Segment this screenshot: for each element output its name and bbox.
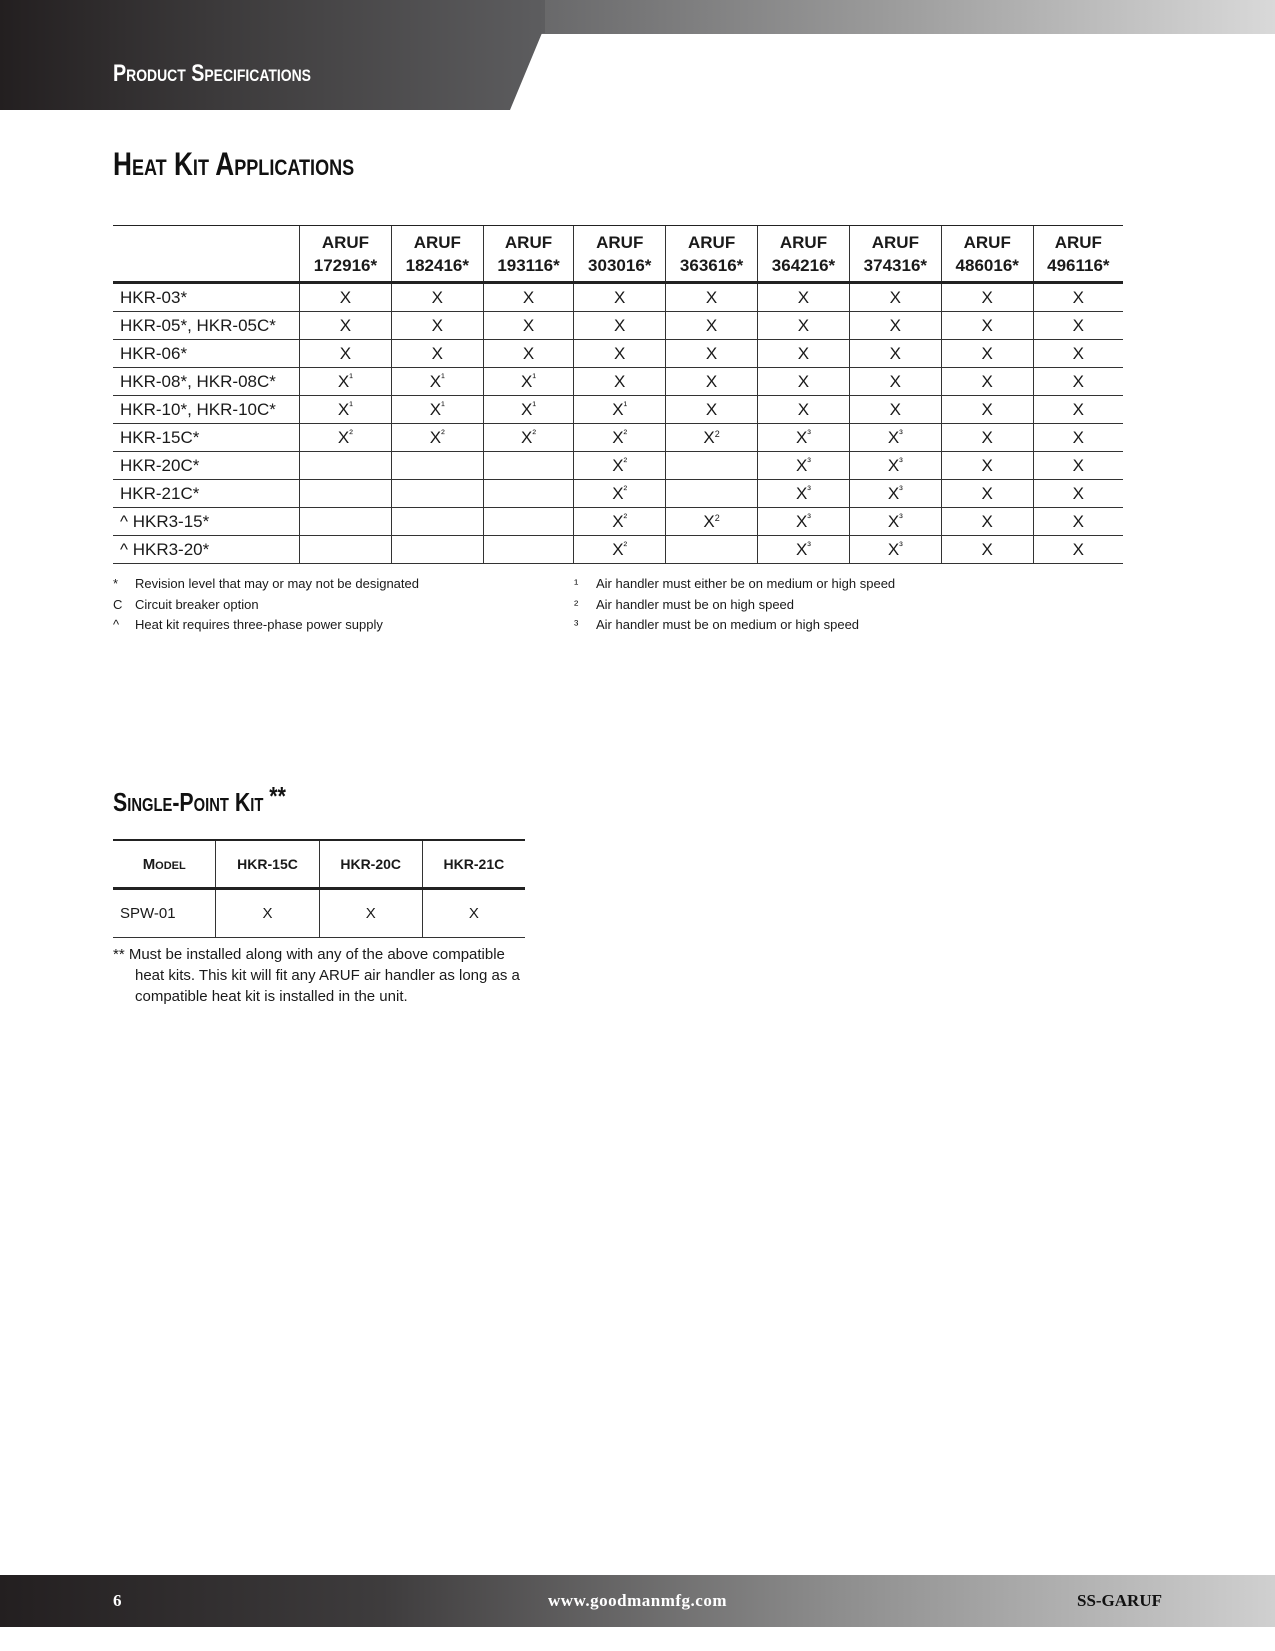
table-cell: $X^{^2}$ (574, 508, 666, 536)
table-cell: X (422, 889, 525, 938)
table-row (113, 340, 1123, 368)
table-cell (300, 480, 392, 508)
table-row (113, 396, 1123, 424)
column-header: ARUF 496116* (1033, 226, 1123, 283)
table-cell: $X^{^3}$ (849, 424, 941, 452)
table-cell: X (666, 312, 758, 340)
table-cell: X (941, 368, 1033, 396)
table-row (113, 312, 1123, 340)
column-header: Model (113, 840, 216, 889)
note-item: ² Air handler must be on high speed (574, 596, 795, 612)
table-cell: $X^{^2}$ (574, 452, 666, 480)
row-label: HKR-20C* (113, 452, 300, 480)
table-cell: X (483, 312, 574, 340)
table-cell: X (300, 312, 392, 340)
table-cell: $X^{^3}$ (849, 508, 941, 536)
table-cell: X (758, 368, 850, 396)
row-label: HKR-15C* (113, 424, 300, 452)
table-cell (300, 452, 392, 480)
table-cell: X (758, 340, 850, 368)
table-cell: $X^{^1}$ (300, 368, 392, 396)
table-cell: X (941, 340, 1033, 368)
table-cell: X (666, 283, 758, 312)
column-header: ARUF 374316* (849, 226, 941, 283)
table-cell: $X^{^3}$ (758, 452, 850, 480)
table-cell: X (849, 396, 941, 424)
heat-kit-header-row (113, 226, 1123, 283)
table-cell (483, 536, 574, 564)
table-cell: X (666, 396, 758, 424)
table-cell: X (319, 889, 422, 938)
table-row (113, 480, 1123, 508)
table-cell: $X^2$ (666, 424, 758, 452)
table-cell: $X^{^2}$ (574, 480, 666, 508)
table-cell: X (849, 368, 941, 396)
column-header: HKR-15C (216, 840, 319, 889)
column-header: ARUF 364216* (758, 226, 850, 283)
column-header: ARUF 486016* (941, 226, 1033, 283)
table-cell: $X^{^2}$ (574, 536, 666, 564)
page-number: 6 (113, 1591, 122, 1610)
table-cell (300, 508, 392, 536)
column-header: ARUF 172916* (300, 226, 392, 283)
table-cell: X (391, 283, 483, 312)
table-cell: X (758, 396, 850, 424)
table-cell: $X^{^3}$ (849, 480, 941, 508)
table-cell (483, 480, 574, 508)
table-cell: X (941, 508, 1033, 536)
table-cell: $X^{^2}$ (391, 424, 483, 452)
table-cell: X (941, 312, 1033, 340)
column-header: HKR-21C (422, 840, 525, 889)
table-cell: X (941, 536, 1033, 564)
table-cell: X (1033, 480, 1123, 508)
heat-kit-title: Heat Kit Applications (113, 146, 355, 182)
header-tab (0, 0, 545, 110)
column-header: ARUF 193116* (483, 226, 574, 283)
table-cell: X (758, 312, 850, 340)
table-cell: $X^{^1}$ (574, 396, 666, 424)
table-cell: X (574, 340, 666, 368)
table-cell: $X^2$ (666, 508, 758, 536)
table-row (113, 452, 1123, 480)
notes-right (574, 574, 895, 636)
table-cell: X (849, 312, 941, 340)
footer-url: www.goodmanmfg.com (548, 1591, 727, 1610)
row-label: HKR-21C* (113, 480, 300, 508)
header-corner-cell (113, 226, 300, 283)
heat-kit-body (113, 283, 1123, 564)
table-cell: $X^{^1}$ (391, 368, 483, 396)
page-header-title: Product Specifications (113, 60, 311, 87)
table-cell (666, 452, 758, 480)
table-cell: $X^{^2}$ (300, 424, 392, 452)
column-header: ARUF 182416* (391, 226, 483, 283)
table-cell: X (849, 283, 941, 312)
table-cell: $X^{^3}$ (849, 452, 941, 480)
table-cell: $X^{^1}$ (483, 368, 574, 396)
table-cell: X (1033, 312, 1123, 340)
table-cell (391, 452, 483, 480)
table-cell: X (1033, 536, 1123, 564)
table-cell: X (758, 283, 850, 312)
table-cell: X (1033, 396, 1123, 424)
table-cell: X (1033, 452, 1123, 480)
row-label: HKR-05*, HKR-05C* (113, 312, 300, 340)
table-cell: $X^{^1}$ (300, 396, 392, 424)
row-label: HKR-03* (113, 283, 300, 312)
table-cell: X (666, 368, 758, 396)
table-row (113, 368, 1123, 396)
column-header: ARUF 363616* (666, 226, 758, 283)
table-cell: X (1033, 368, 1123, 396)
single-point-header-row (113, 840, 525, 889)
table-cell: X (1033, 508, 1123, 536)
page-footer (0, 1575, 1275, 1627)
note-item: ¹ Air handler must either be on medium or high speed (574, 576, 896, 591)
table-cell (391, 480, 483, 508)
table-cell: X (574, 283, 666, 312)
table-cell (483, 452, 574, 480)
row-label: HKR-10*, HKR-10C* (113, 396, 300, 424)
table-cell: X (941, 424, 1033, 452)
column-header: HKR-20C (319, 840, 422, 889)
table-cell: $X^{^3}$ (758, 508, 850, 536)
document-id: SS-GARUF (1076, 1591, 1162, 1610)
column-header: ARUF 303016* (574, 226, 666, 283)
table-cell: $X^{^3}$ (758, 480, 850, 508)
note-item: ³ Air handler must be on medium or high speed (574, 617, 860, 632)
table-cell: X (391, 312, 483, 340)
row-label: ^ HKR3-15* (113, 508, 300, 536)
table-cell: X (300, 340, 392, 368)
table-cell: X (941, 452, 1033, 480)
notes-left (113, 574, 419, 636)
table-row (113, 536, 1123, 564)
table-cell: X (666, 340, 758, 368)
table-row (113, 424, 1123, 452)
table-cell: $X^{^2}$ (574, 424, 666, 452)
table-cell (391, 508, 483, 536)
table-cell: X (1033, 340, 1123, 368)
single-point-note: ** Must be installed along with any of the above compatible heat kits. This kit will fit any ARUF air handler as long as a compatible heat kit is installed in the unit. (113, 946, 520, 1005)
table-cell: X (300, 283, 392, 312)
table-row (113, 889, 525, 938)
table-cell: X (483, 283, 574, 312)
table-row (113, 508, 1123, 536)
table-cell: X (1033, 424, 1123, 452)
table-cell (300, 536, 392, 564)
table-cell (666, 536, 758, 564)
table-cell: X (574, 312, 666, 340)
table-cell (391, 536, 483, 564)
table-cell: X (1033, 283, 1123, 312)
table-cell: $X^{^3}$ (758, 536, 850, 564)
note-item: C Circuit breaker option (113, 596, 259, 612)
table-cell: X (574, 368, 666, 396)
heat-kit-table (113, 225, 1123, 564)
row-label: SPW-01 (113, 889, 216, 938)
row-label: HKR-06* (113, 340, 300, 368)
table-cell: X (941, 283, 1033, 312)
table-cell: $X^{^1}$ (391, 396, 483, 424)
table-cell: $X^{^2}$ (483, 424, 574, 452)
table-cell: $X^{^3}$ (758, 424, 850, 452)
table-cell: $X^{^3}$ (849, 536, 941, 564)
table-cell: X (941, 480, 1033, 508)
table-cell: $X^{^1}$ (483, 396, 574, 424)
row-label: ^ HKR3-20* (113, 536, 300, 564)
note-item: ^ Heat kit requires three-phase power supply (113, 617, 383, 632)
row-label: HKR-08*, HKR-08C* (113, 368, 300, 396)
table-cell (666, 480, 758, 508)
note-item: * Revision level that may or may not be designated (113, 576, 419, 591)
table-cell: X (483, 340, 574, 368)
table-cell: X (941, 396, 1033, 424)
table-cell (483, 508, 574, 536)
table-cell: X (391, 340, 483, 368)
table-cell: X (849, 340, 941, 368)
single-point-title: Single-Point Kit ** (113, 781, 286, 817)
table-cell: X (216, 889, 319, 938)
single-point-table (113, 839, 525, 938)
table-row (113, 283, 1123, 312)
